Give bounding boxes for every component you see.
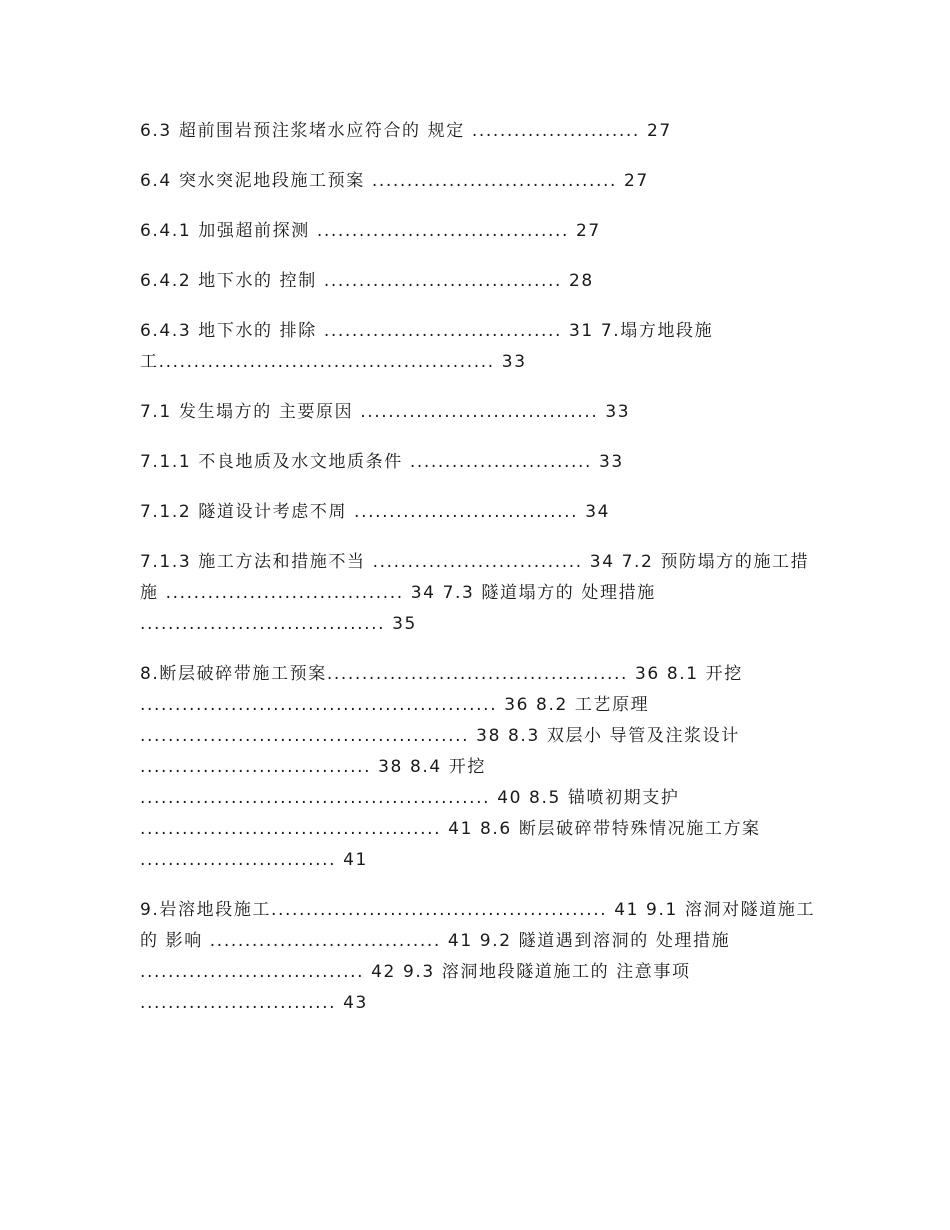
- toc-entry-9: 9.岩溶地段施工................................................ 41 9.1 溶洞对隧道施工的 影响 ................................. 41 9.2 隧道遇到溶洞的 处理措施 ................................ 42 9.3 溶洞地段隧道施工的 注意事项 ............................ 43: [140, 900, 816, 1013]
- toc-entry-6-3: 6.3 超前围岩预注浆堵水应符合的 规定 ........................ 27: [140, 121, 672, 141]
- toc-entry-6-4: 6.4 突水突泥地段施工预案 ................................... 27: [140, 171, 649, 191]
- toc-entry-6-4-1: 6.4.1 加强超前探测 .................................... 27: [140, 221, 601, 241]
- toc-entry-7-1-3: 7.1.3 施工方法和措施不当 .............................. 34 7.2 预防塌方的施工措施 .................................. 34 7.3 隧道塌方的 处理措施 ................................... 35: [140, 552, 810, 634]
- toc-entry-7-1: 7.1 发生塌方的 主要原因 .................................. 33: [140, 402, 631, 422]
- toc-entry-6-4-3: 6.4.3 地下水的 排除 .................................. 31 7.塌方地段施工................................................ 33: [140, 321, 714, 372]
- toc-entry-7-1-1: 7.1.1 不良地质及水文地质条件 .......................... 33: [140, 452, 624, 472]
- toc-page: [140, 116, 816, 1038]
- toc-entry-6-4-2: 6.4.2 地下水的 控制 .................................. 28: [140, 271, 594, 291]
- toc-entry-7-1-2: 7.1.2 隧道设计考虑不周 ................................ 34: [140, 502, 611, 522]
- toc-entry-8: 8.断层破碎带施工预案........................................... 36 8.1 开挖 ................................................... 36 8.2 工艺原理 ............................................... 38 8.3 双层小 导管及注浆设计 ................................. 38 8.4 开挖 .................................................. 40 8.5 锚喷初期支护 ........................................... 41 8.6 断层破碎带特殊情况施工方案 ............................ 41: [140, 664, 761, 870]
